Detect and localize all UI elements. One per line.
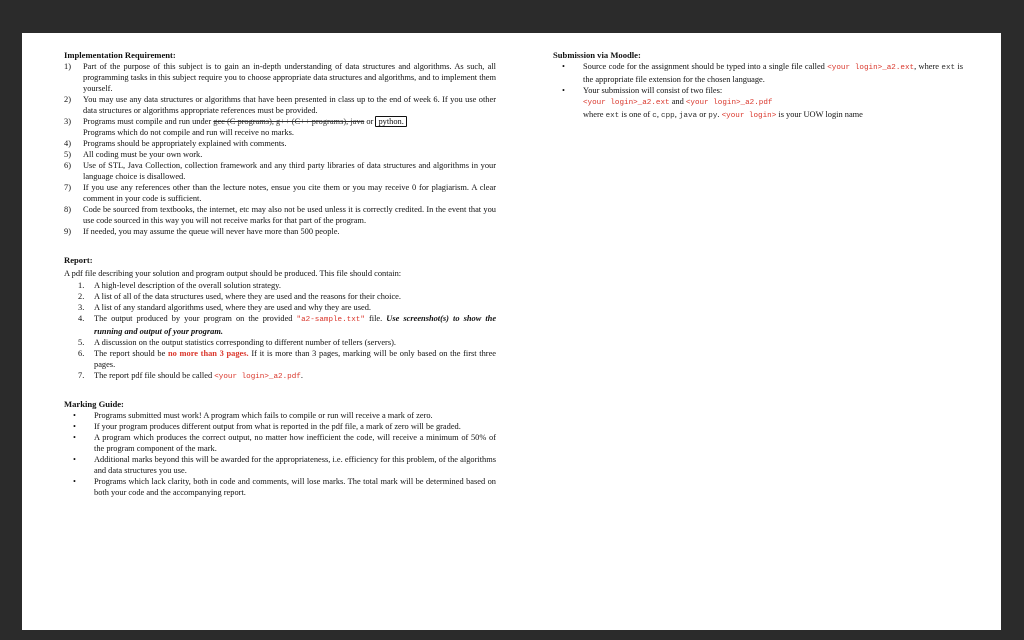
list-item: 8) Code be sourced from textbooks, the internet, etc may also not be used unless it is correctly credited. In the event that you use code sourced in this way you will not receive marks for that part of the program. <box>64 205 496 225</box>
list-item: 4) Programs should be appropriately explained with comments. <box>64 139 287 148</box>
page-limit-text: no more than 3 pages. <box>168 349 249 358</box>
marking-section <box>64 399 496 498</box>
submission-list <box>553 61 963 122</box>
bullet-icon: • <box>73 411 76 420</box>
report-filename-code: <your login>_a2.pdf <box>214 373 301 381</box>
list-item: 6. The report should be no more than 3 pages. If it is more than 3 pages, marking will be only based on the first three pages. <box>78 349 497 369</box>
list-item: 2) You may use any data structures or algorithms that have been presented in class up to the end of week 6. If you use other data structures or algorithms appropriate references must be provided. <box>64 95 496 115</box>
list-item: 3. A list of any standard algorithms used, where they are used and why they are used. <box>78 303 371 312</box>
list-item: • Your submission will consist of two files: <your login>_a2.ext and <your login>_a2.pdf where ext is one of c, cpp, java or py. <your login> is your UOW login name <box>562 86 863 120</box>
list-item: 1) Part of the purpose of this subject is to gain an in-depth understanding of data structures and algorithms. As such, all programming tasks in this subject require you to choose appropriate data structures and algorithms, and to implement them yourself. <box>64 62 496 93</box>
list-item: 7) If you use any references other than the lecture notes, ensue you cite them or you may receive 0 for plagiarism. A clear comment in your code is sufficient. <box>64 183 496 203</box>
report-list <box>64 280 496 383</box>
document-page <box>22 33 1001 630</box>
list-item: 9) If needed, you may assume the queue will never have more than 500 people. <box>64 227 340 236</box>
list-item: 3) Programs must compile and run under gcc (C programs), g++ (C++ programs), java or python. Programs which do not compile and run will receive no marks. <box>64 116 496 138</box>
implementation-heading: Implementation Requirement: <box>64 50 176 60</box>
list-item: • If your program produces different output from what is reported in the pdf file, a mark of zero will be graded. <box>73 422 461 431</box>
list-item: • Programs which lack clarity, both in code and comments, will lose marks. The total mark will be determined based on both your code and the accompanying report. <box>73 477 496 497</box>
list-item: 4. The output produced by your program on the provided "a2-sample.txt" file. Use screenshot(s) to show the running and output of your program. <box>78 314 497 336</box>
bullet-icon: • <box>73 477 76 486</box>
list-item: • Programs submitted must work! A program which fails to compile or run will receive a mark of zero. <box>73 411 433 420</box>
list-item: • Source code for the assignment should be typed into a single file called <your login>_a2.ext, where ext is the appropriate file extension for the chosen language. <box>562 62 964 84</box>
bullet-icon: • <box>562 62 565 71</box>
report-intro: A pdf file describing your solution and program output should be produced. This file should contain: <box>64 269 402 278</box>
list-item: 7. The report pdf file should be called <your login>_a2.pdf. <box>78 371 303 381</box>
bullet-icon: • <box>73 422 76 431</box>
left-column <box>64 50 496 498</box>
report-heading: Report: <box>64 255 93 265</box>
submission-heading: Submission via Moodle: <box>553 50 641 60</box>
right-column <box>553 50 963 122</box>
list-item: 5. A discussion on the output statistics corresponding to different number of tellers (servers). <box>78 338 396 347</box>
struck-text: gcc (C programs), g++ (C++ programs), java <box>213 117 365 126</box>
list-item: 2. A list of all of the data structures used, where they are used and the reasons for their choice. <box>78 292 401 301</box>
list-item: • A program which produces the correct output, no matter how inefficient the code, will receive a minimum of 50% of the program component of the mark. <box>73 433 496 453</box>
bullet-icon: • <box>562 86 565 95</box>
python-box: python. <box>375 116 406 127</box>
marking-heading: Marking Guide: <box>64 399 124 409</box>
list-item: 5) All coding must be your own work. <box>64 150 203 159</box>
sample-file-code: "a2-sample.txt" <box>296 316 365 324</box>
bullet-icon: • <box>73 455 76 464</box>
list-item: 6) Use of STL, Java Collection, collection framework and any third party libraries of data structures and algorithms in your language choice is disallowed. <box>64 161 496 181</box>
list-item: • Additional marks beyond this will be awarded for the appropriateness, i.e. efficiency for this problem, of the algorithms and data structures you use. <box>73 455 496 475</box>
bullet-icon: • <box>73 433 76 442</box>
marking-list <box>64 410 496 498</box>
list-item: 1. A high-level description of the overall solution strategy. <box>78 281 281 290</box>
implementation-list <box>64 61 496 237</box>
report-section <box>64 255 496 383</box>
